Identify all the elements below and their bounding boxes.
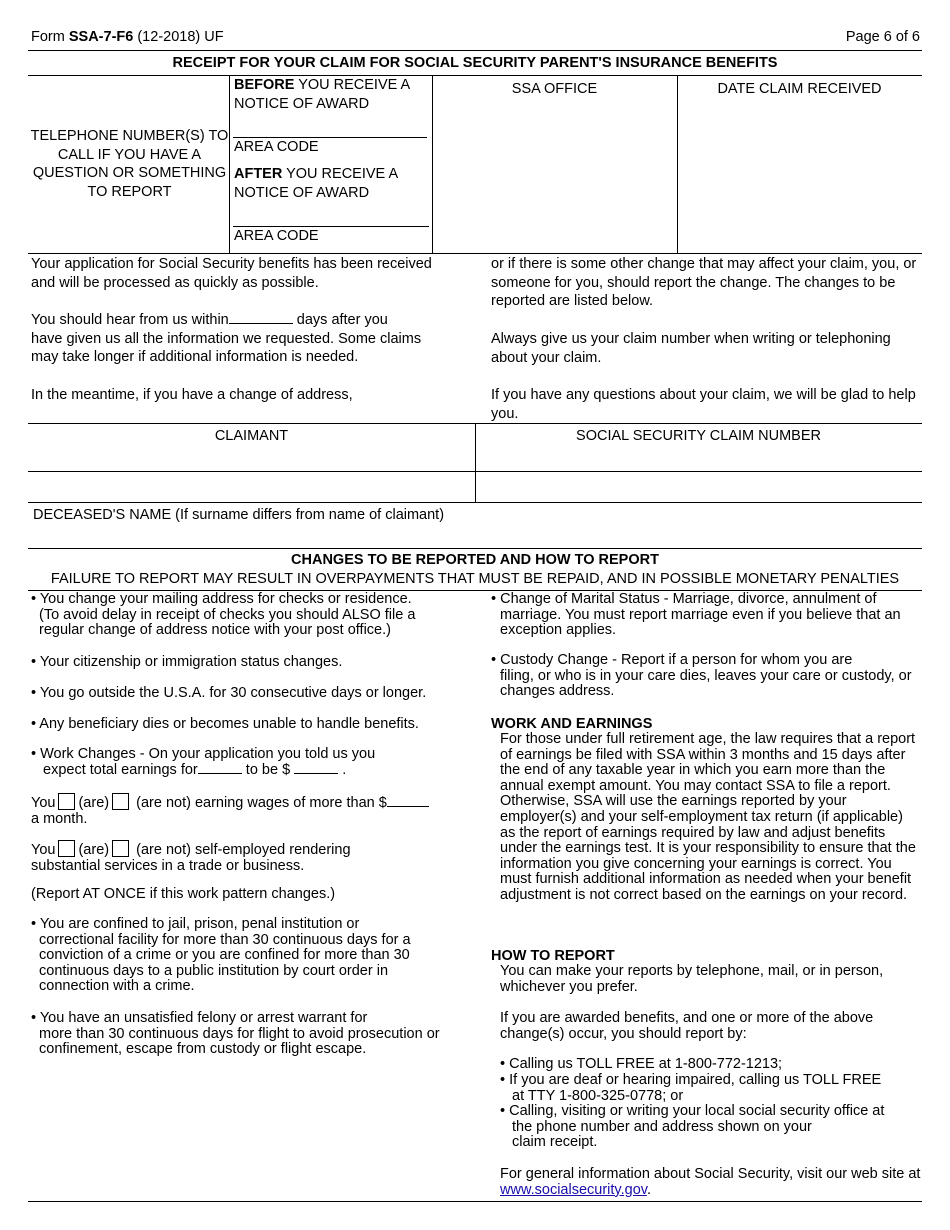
rule <box>28 253 922 254</box>
list-item: • You go outside the U.S.A. for 30 consecutive days or longer. <box>31 685 427 701</box>
are-checkbox[interactable] <box>58 793 75 810</box>
how-to-report-text: You can make your reports by telephone, mail, or in person, whichever you prefer. <box>500 963 884 995</box>
work-earnings-text: For those under full retirement age, the law requires that a report of earnings be filed with SSA within 3 months and 15 days after the end of any taxable year in which you earn more than the annual exempt amount. You may contact SSA to file a report. Otherwise, SSA will use the earnings reported by your employer(s) and your self-employment tax return (if applicable) as the report of earnings required by law and adjust benefits under the earnings test. It is your responsibility to ensure that the information you give concerning your earnings is correct. You must furnish additional information as needed when your benefit adjustment is not correct based on the earnings on your record. <box>500 731 916 903</box>
wages-amount-field[interactable] <box>387 806 429 807</box>
rule <box>432 75 433 253</box>
general-info-text: For general information about Social Security, visit our web site at www.socialsecurity.gov. <box>500 1166 921 1198</box>
list-item: • Work Changes - On your application you told us you expect total earnings for to be $ . <box>31 746 376 778</box>
rule <box>28 502 922 503</box>
list-item: • Custody Change - Report if a person for whom you are filing, or who is in your care dies, leaves your care or custody, or changes address. <box>491 652 912 700</box>
changes-warning: FAILURE TO REPORT MAY RESULT IN OVERPAYMENTS THAT MUST BE REPAID, AND IN POSSIBLE MONETARY PENALTIES <box>50 571 900 587</box>
list-item: • Calling us TOLL FREE at 1-800-772-1213; <box>500 1056 783 1072</box>
list-item: • You change your mailing address for checks or residence. (To avoid delay in receipt of checks you should ALSO file a regular change of address notice with your post office.) <box>31 591 416 639</box>
form-number: Form SSA-7-F6 (12-2018) UF <box>31 29 224 45</box>
rule <box>28 75 922 76</box>
rule <box>28 1201 922 1202</box>
intro-right-2: Always give us your claim number when writing or telephoning about your claim. <box>491 331 891 366</box>
are-not-checkbox[interactable] <box>112 840 129 857</box>
ssa-office-label: SSA OFFICE <box>511 81 598 97</box>
how-to-report-heading: HOW TO REPORT <box>491 948 615 964</box>
changes-title: CHANGES TO BE REPORTED AND HOW TO REPORT <box>291 552 659 568</box>
list-item: • Calling, visiting or writing your local social security office at the phone number and address shown on your claim receipt. <box>500 1103 885 1151</box>
claimant-label: CLAIMANT <box>214 428 289 444</box>
deceased-label: DECEASED'S NAME (If surname differs from name of claimant) <box>33 507 445 523</box>
claim-number-label: SOCIAL SECURITY CLAIM NUMBER <box>576 428 821 444</box>
intro-right-3: If you have any questions about your claim, we will be glad to help you. <box>491 387 916 422</box>
earnings-year-field[interactable] <box>198 773 242 774</box>
list-item: • If you are deaf or hearing impaired, calling us TOLL FREE at TTY 1-800-325-0778; or <box>500 1072 882 1104</box>
are-checkbox[interactable] <box>58 840 75 857</box>
claimant-input-line[interactable] <box>28 471 922 472</box>
area-code-label: AREA CODE <box>234 228 319 244</box>
area-code-label: AREA CODE <box>234 139 319 155</box>
list-item: • Change of Marital Status - Marriage, divorce, annulment of marriage. You must report marriage even if you believe that an exception applies. <box>491 591 901 639</box>
list-item: • You are confined to jail, prison, penal institution or correctional facility for more than 30 continuous days for a conviction of a crime or you are confined for more than 30 continuous days to a public institution by court order in connection with a crime. <box>31 916 411 995</box>
rule <box>28 548 922 549</box>
intro-left-3: In the meantime, if you have a change of address, <box>31 387 353 403</box>
rule <box>677 75 678 253</box>
earnings-amount-field[interactable] <box>294 773 338 774</box>
before-award-label: BEFORE YOU RECEIVE A NOTICE OF AWARD <box>234 77 410 112</box>
are-not-checkbox[interactable] <box>112 793 129 810</box>
self-employed-statement: You (are) (are not) self-employed rendering substantial services in a trade or business. <box>31 842 351 874</box>
rule <box>28 50 922 51</box>
list-item: • Any beneficiary dies or becomes unable to handle benefits. <box>31 716 419 732</box>
phone-label: TELEPHONE NUMBER(S) TO CALL IF YOU HAVE A QUESTION OR SOMETHING TO REPORT <box>30 128 229 200</box>
wages-statement: You (are) (are not) earning wages of more than $ a month. <box>31 793 471 827</box>
list-item: • Your citizenship or immigration status changes. <box>31 654 343 670</box>
intro-left-2: You should hear from us within days after you have given us all the information we requested. Some claims may take longer if additional information is needed. <box>31 312 422 365</box>
report-once-note: (Report AT ONCE if this work pattern changes.) <box>31 886 336 902</box>
intro-left-1: Your application for Social Security benefits has been received and will be processed as quickly as possible. <box>31 256 432 291</box>
page-number: Page 6 of 6 <box>845 29 920 45</box>
work-earnings-heading: WORK AND EARNINGS <box>491 716 653 732</box>
after-award-label: AFTER YOU RECEIVE A NOTICE OF AWARD <box>234 166 398 201</box>
ssa-website-link[interactable]: www.socialsecurity.gov <box>500 1181 647 1198</box>
list-item: • You have an unsatisfied felony or arrest warrant for more than 30 continuous days for flight to avoid prosecution or confinement, escape from custody or flight escape. <box>31 1010 440 1058</box>
intro-right-1: or if there is some other change that may affect your claim, you, or someone for you, should report the change. The changes to be reported are listed below. <box>491 256 917 309</box>
receipt-title: RECEIPT FOR YOUR CLAIM FOR SOCIAL SECURITY PARENT'S INSURANCE BENEFITS <box>172 55 778 71</box>
date-received-label: DATE CLAIM RECEIVED <box>717 81 882 97</box>
how-to-report-text: If you are awarded benefits, and one or more of the above change(s) occur, you should report by: <box>500 1010 874 1042</box>
rule <box>229 75 230 253</box>
